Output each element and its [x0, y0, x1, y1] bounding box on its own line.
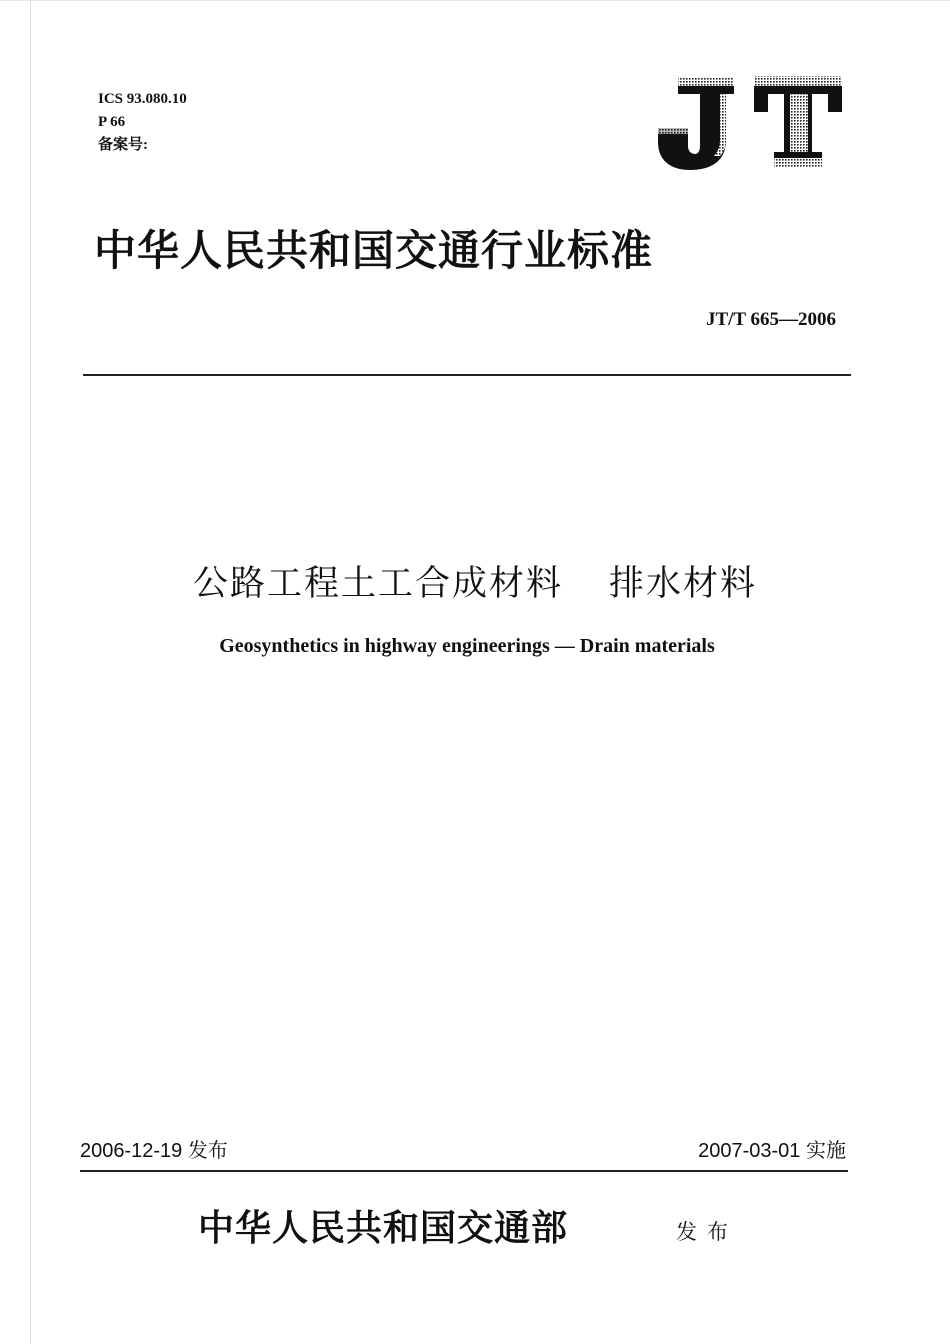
logo-letter-t — [754, 76, 842, 168]
effective-date: 2007-03-01 实施 — [698, 1140, 846, 1162]
class-code: P 66 — [98, 114, 126, 130]
classification-block — [98, 88, 187, 157]
standard-category-title: 中华人民共和国交通行业标准 — [94, 226, 654, 275]
filing-number-label: 备案号: — [98, 137, 148, 153]
ics-code: ICS 93.080.10 — [98, 91, 187, 107]
issuer-suffix: 发布 — [676, 1220, 738, 1244]
divider-bottom — [80, 1170, 848, 1172]
divider-top — [83, 374, 851, 376]
title-cn-part1: 公路工程土工合成材料 — [192, 564, 563, 604]
logo-letter-j — [658, 78, 734, 170]
page-top-edge — [0, 0, 950, 1]
standard-code: JT/T 665—2006 — [705, 309, 836, 330]
jt-logo-icon — [650, 72, 846, 172]
title-cn-part2: 排水材料 — [609, 564, 758, 604]
issuing-authority: 中华人民共和国交通部 — [198, 1207, 569, 1249]
document-title-cn — [0, 556, 950, 606]
document-title-en: Geosynthetics in highway engineerings — Drain materials — [219, 635, 715, 657]
publish-date: 2006-12-19 发布 — [80, 1140, 228, 1162]
page-margin-line — [30, 0, 31, 1344]
